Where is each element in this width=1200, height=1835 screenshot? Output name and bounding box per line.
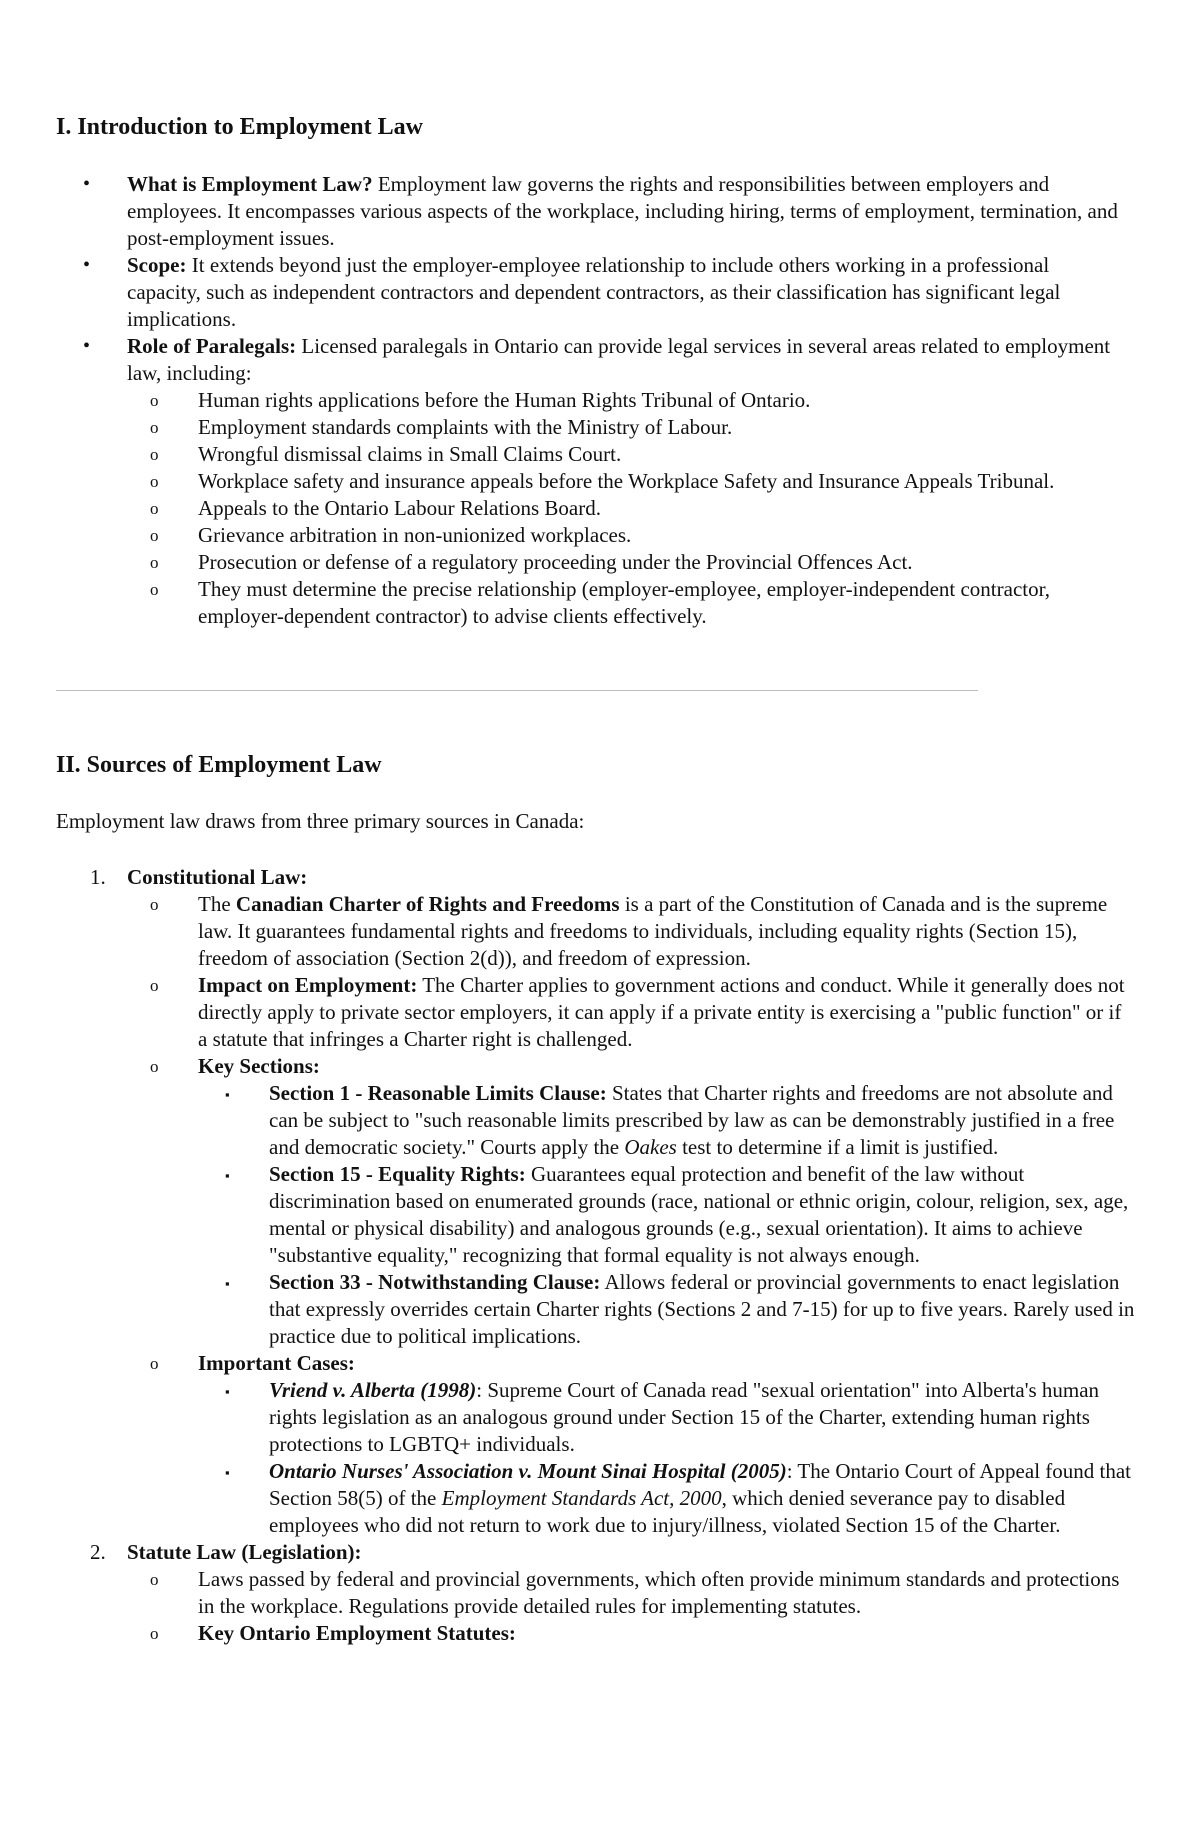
list-item: o Workplace safety and insurance appeals before the Workplace Safety and Insurance Appeals Tribunal. (150, 469, 1055, 493)
section-2-list (56, 864, 1156, 1647)
list-item: o Prosecution or defense of a regulatory proceeding under the Provincial Offences Act. (150, 550, 913, 574)
circle-marker: o (150, 526, 159, 545)
list-item-key-sections (127, 1053, 1156, 1350)
list-number: 1. (90, 865, 106, 889)
list-item-role-of-paralegals (56, 333, 1156, 630)
circle-marker: o (150, 1570, 159, 1589)
circle-marker: o (150, 472, 159, 491)
item-label: Constitutional Law: (127, 865, 308, 889)
circle-marker: o (150, 445, 159, 464)
square-marker: ▪ (225, 1087, 230, 1102)
list-item-ona-mount-sinai: ▪ Ontario Nurses' Association v. Mount Sinai Hospital (2005): The Ontario Court of Appeal found that Section 58(5) of the Employment Standards Act, 2000, which denied severance pay to disabled employees who did not return to work due to injury/illness, violated Section 15 of the Charter. (225, 1459, 1132, 1537)
square-marker: ▪ (225, 1384, 230, 1399)
list-item-section-1: ▪ Section 1 - Reasonable Limits Clause: States that Charter rights and freedoms are not absolute and can be subject to "such reasonable limits prescribed by law as can be demonstrably justified in a free and democratic society." Courts apply the Oakes test to determine if a limit is justified. (225, 1081, 1115, 1159)
list-item-constitutional-law (56, 864, 1156, 1539)
list-item: o They must determine the precise relationship (employer-employee, employer-independent contractor, employer-dependent contractor) to advise clients effectively. (150, 577, 1050, 628)
circle-marker: o (150, 391, 159, 410)
circle-marker: o (150, 580, 159, 599)
circle-marker: o (150, 1624, 159, 1643)
circle-marker: o (150, 418, 159, 437)
square-marker: ▪ (225, 1168, 230, 1183)
item-label: What is Employment Law? (127, 172, 373, 196)
list-item-charter: o The Canadian Charter of Rights and Freedoms is a part of the Constitution of Canada and is the supreme law. It guarantees fundamental rights and freedoms to individuals, including equality rights (Section 15), freedom of association (Section 2(d)), and freedom of expression. (150, 892, 1108, 970)
section-2-heading: II. Sources of Employment Law (56, 752, 382, 778)
item-text: Employment law governs the rights and responsibilities between employers and employees. It encompasses various aspects of the workplace, including hiring, terms of employment, termination, and post-employment issues. (127, 172, 1118, 250)
constitutional-law-sublist (127, 891, 1156, 1539)
square-marker: ▪ (225, 1276, 230, 1291)
list-item-section-33: ▪ Section 33 - Notwithstanding Clause: Allows federal or provincial governments to enact legislation that expressly overrides certain Charter rights (Sections 2 and 7-15) for up to five years. Rarely used in practice due to political implications. (225, 1270, 1135, 1348)
list-item: o Laws passed by federal and provincial governments, which often provide minimum standards and protections in the workplace. Regulations provide detailed rules for implementing statutes. (150, 1567, 1120, 1618)
statute-law-sublist (127, 1566, 1156, 1647)
list-item-scope (56, 252, 1156, 333)
circle-marker: o (150, 553, 159, 572)
list-item: o Grievance arbitration in non-unionized workplaces. (150, 523, 632, 547)
circle-marker: o (150, 1057, 159, 1076)
circle-marker: o (150, 1354, 159, 1373)
item-label: Statute Law (Legislation): (127, 1540, 362, 1564)
bullet-marker: • (83, 173, 91, 195)
list-item-key-ontario-statutes (127, 1620, 1156, 1647)
charter-name: Canadian Charter of Rights and Freedoms (235, 892, 620, 916)
list-item-section-15: ▪ Section 15 - Equality Rights: Guarantees equal protection and benefit of the law without discrimination based on enumerated grounds (race, national or ethnic origin, colour, religion, sex, age, mental or physical disability) and analogous grounds (e.g., sexual orientation). It aims to achieve "substantive equality," recognizing that formal equality is not always enough. (225, 1162, 1129, 1267)
item-text: Licensed paralegals in Ontario can provide legal services in several areas related to employment law, including: (127, 334, 1111, 385)
bullet-marker: • (83, 335, 91, 357)
square-marker: ▪ (225, 1465, 230, 1480)
key-sections-list (198, 1080, 1156, 1350)
section-1-list (56, 171, 1156, 630)
list-item-important-cases (127, 1350, 1156, 1539)
list-item-vriend: ▪ Vriend v. Alberta (1998): Supreme Court of Canada read "sexual orientation" into Alberta's human rights legislation as an analogous ground under Section 15 of the Charter, extending human rights protections to LGBTQ+ individuals. (225, 1378, 1100, 1456)
item-label: Role of Paralegals: (127, 334, 297, 358)
circle-marker: o (150, 499, 159, 518)
list-item-what-is-employment-law (56, 171, 1156, 252)
item-label: Impact on Employment: (198, 973, 418, 997)
section-2-intro: Employment law draws from three primary sources in Canada: (56, 809, 585, 833)
section-1-heading: I. Introduction to Employment Law (56, 114, 423, 140)
item-label: Important Cases: (198, 1351, 355, 1375)
item-label: Key Sections: (198, 1054, 320, 1078)
list-item-impact-on-employment: o Impact on Employment: The Charter applies to government actions and conduct. While it generally does not directly apply to private sector employers, it can apply if a private entity is exercising a "public function" or if a statute that infringes a Charter right is challenged. (150, 973, 1125, 1051)
cases-list (198, 1377, 1156, 1539)
item-label: Key Ontario Employment Statutes: (198, 1621, 516, 1645)
section-divider (56, 690, 978, 691)
paralegal-services-list (127, 387, 1156, 630)
circle-marker: o (150, 895, 159, 914)
case-name: Vriend v. Alberta (1998) (269, 1378, 477, 1402)
list-item: o Human rights applications before the Human Rights Tribunal of Ontario. (150, 388, 811, 412)
list-item-statute-law (56, 1539, 1156, 1647)
item-label: Scope: (127, 253, 187, 277)
circle-marker: o (150, 976, 159, 995)
list-item: o Employment standards complaints with the Ministry of Labour. (150, 415, 733, 439)
item-text: It extends beyond just the employer-employee relationship to include others working in a professional capacity, such as independent contractors and dependent contractors, as their classification has significant legal implications. (127, 253, 1061, 331)
list-item: o Wrongful dismissal claims in Small Claims Court. (150, 442, 622, 466)
list-number: 2. (90, 1540, 106, 1564)
case-name: Ontario Nurses' Association v. Mount Sinai Hospital (2005) (269, 1459, 787, 1483)
bullet-marker: • (83, 254, 91, 276)
list-item: o Appeals to the Ontario Labour Relations Board. (150, 496, 601, 520)
